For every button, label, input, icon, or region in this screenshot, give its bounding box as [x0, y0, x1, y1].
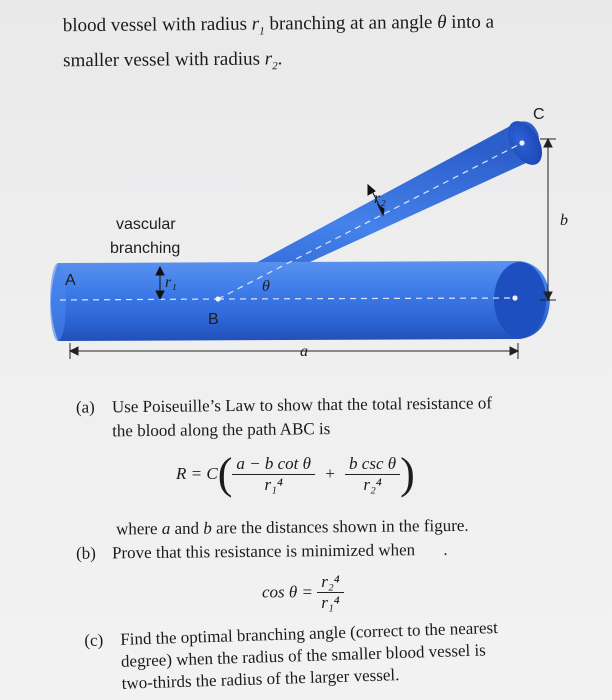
part-c-label: (c): [84, 630, 104, 650]
large-vessel-cap: [494, 262, 546, 338]
large-vessel-left-end: [50, 263, 66, 341]
point-B: [215, 296, 220, 301]
fraction-cos: [317, 572, 343, 613]
part-c-line-3: two-thirds the radius of the larger vessel.: [121, 665, 400, 693]
cos-theta-lhs: cos θ =: [262, 582, 313, 602]
part-b: (b) Prove that this resistance is minimized when .: [76, 536, 596, 565]
fraction-2-numerator: b csc θ: [349, 453, 397, 473]
fraction-2-denominator: r₂⁴: [363, 474, 382, 494]
label-C: C: [533, 106, 545, 123]
r1-symbol: $r_1$: [251, 13, 265, 38]
label-B: B: [208, 311, 219, 328]
part-c: [84, 615, 566, 696]
part-b-label: (b): [75, 543, 96, 563]
theta-symbol: θ: [437, 11, 447, 34]
large-vessel: [51, 261, 550, 341]
intro-text-segment: smaller vessel with radius: [63, 48, 261, 72]
intro-text: [63, 8, 584, 82]
fraction-cos-numerator: r₂⁴: [321, 572, 340, 591]
plus-sign: +: [325, 464, 335, 483]
part-a-label: (a): [75, 397, 95, 417]
label-r1: r₁: [165, 274, 177, 291]
intro-text-segment: branching at an angle: [269, 12, 433, 35]
paren-open-icon: (: [217, 449, 233, 498]
label-theta: θ: [262, 278, 270, 295]
part-b-line-1: Prove that this resistance is minimized when: [111, 540, 416, 563]
fraction-1: [232, 454, 315, 495]
var-b: b: [203, 518, 212, 538]
fraction-cos-denominator: r₁⁴: [321, 593, 340, 612]
r2-symbol: $r_2$: [264, 48, 278, 73]
intro-line-1: [63, 8, 583, 47]
vascular-branching-figure: [0, 95, 612, 375]
formula-lhs: R = C: [176, 464, 218, 483]
intro-text-segment: blood vessel with radius: [62, 13, 248, 37]
formula-resistance: [176, 449, 415, 498]
point-C: [519, 140, 524, 145]
caption-vascular: vascular: [116, 216, 176, 233]
part-a: [76, 390, 596, 443]
paren-close-icon: ): [400, 449, 415, 498]
label-a: a: [300, 343, 308, 360]
a-dimension: [70, 343, 518, 359]
point-right: [512, 295, 517, 300]
part-a-line-1: Use Poiseuille’s Law to show that the total resistance of: [111, 393, 493, 417]
fraction-1-numerator: a − b cot θ: [236, 453, 311, 473]
var-a: a: [161, 518, 171, 539]
where-line: where a and b are the distances shown in the figure.: [115, 515, 469, 539]
fraction-2: [345, 454, 400, 495]
caption-branching: branching: [110, 240, 181, 257]
fraction-1-denominator: r₁⁴: [264, 474, 283, 494]
label-b: b: [560, 212, 568, 229]
part-c-line-1: Find the optimal branching angle (correct to the nearest: [120, 618, 499, 649]
formula-cos-theta: [262, 572, 344, 613]
part-c-line-2: degree) when the radius of the smaller blood vessel is: [120, 640, 487, 671]
part-a-line-2: the blood along the path ABC is: [112, 419, 331, 441]
intro-line-2: smaller vessel with radius $r_2$.: [63, 48, 283, 73]
label-r2: r₂: [374, 190, 386, 207]
label-A: A: [65, 272, 76, 289]
intro-text-segment: into a: [451, 11, 495, 33]
